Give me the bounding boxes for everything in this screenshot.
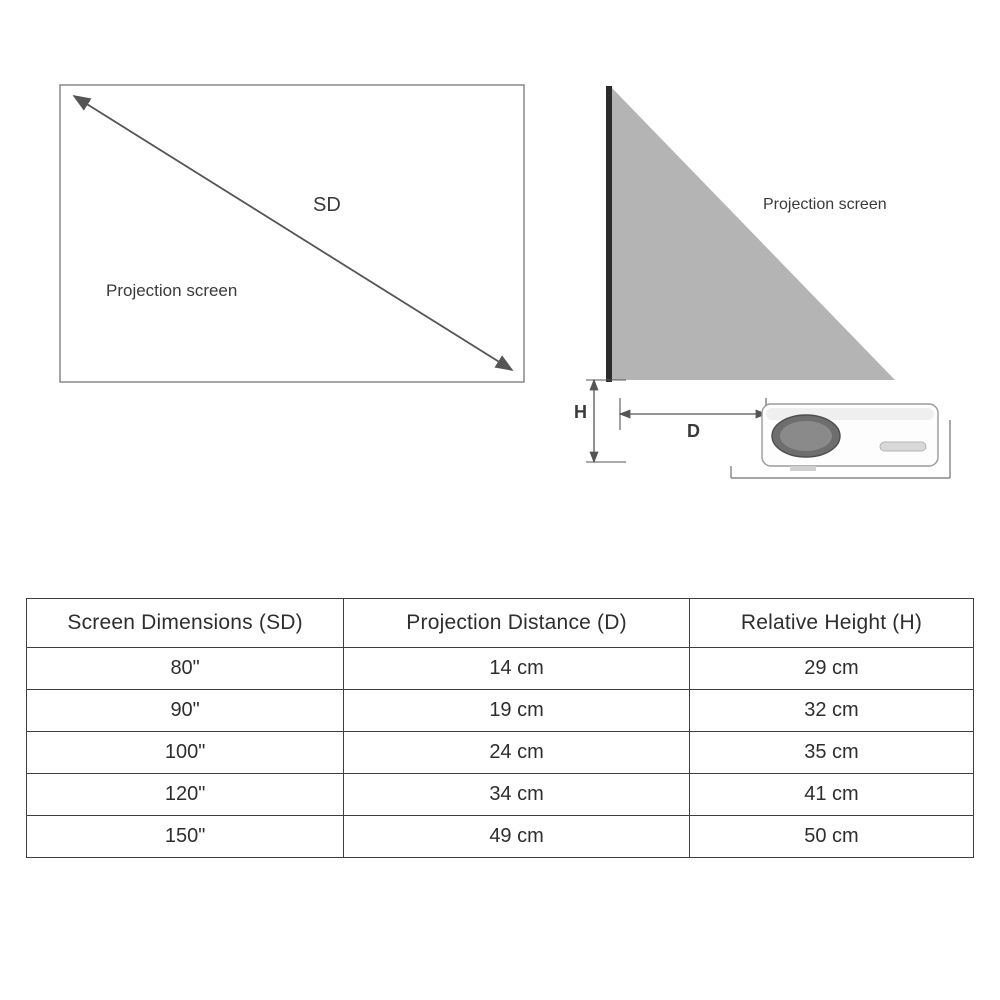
table-row bbox=[27, 816, 974, 858]
cell-screen-dimension: 120" bbox=[27, 774, 344, 816]
side-screen-bar bbox=[606, 86, 612, 382]
cell-projection-distance: 19 cm bbox=[344, 690, 690, 732]
cell-projection-distance: 49 cm bbox=[344, 816, 690, 858]
side-view-group bbox=[586, 86, 950, 478]
projector-illustration bbox=[762, 404, 938, 471]
cell-relative-height: 32 cm bbox=[689, 690, 973, 732]
table-row bbox=[27, 774, 974, 816]
table-row bbox=[27, 732, 974, 774]
relative-height-label: H bbox=[574, 402, 587, 422]
cell-projection-distance: 14 cm bbox=[344, 648, 690, 690]
cell-projection-distance: 34 cm bbox=[344, 774, 690, 816]
cell-screen-dimension: 90" bbox=[27, 690, 344, 732]
projection-spec-table bbox=[26, 598, 974, 858]
cell-relative-height: 50 cm bbox=[689, 816, 973, 858]
projector-vent bbox=[880, 442, 926, 451]
column-header-projection-distance: Projection Distance (D) bbox=[344, 599, 690, 648]
cell-relative-height: 41 cm bbox=[689, 774, 973, 816]
side-screen-label: Projection screen bbox=[763, 196, 887, 213]
front-screen-rect bbox=[60, 85, 524, 382]
front-screen-label: Projection screen bbox=[106, 281, 238, 300]
cell-relative-height: 29 cm bbox=[689, 648, 973, 690]
table-row bbox=[27, 648, 974, 690]
column-header-screen-dimensions: Screen Dimensions (SD) bbox=[27, 599, 344, 648]
column-header-relative-height: Relative Height (H) bbox=[689, 599, 973, 648]
projection-distance-label: D bbox=[687, 421, 700, 441]
table-header-row bbox=[27, 599, 974, 648]
cell-screen-dimension: 150" bbox=[27, 816, 344, 858]
cell-relative-height: 35 cm bbox=[689, 732, 973, 774]
projection-beam bbox=[612, 88, 895, 380]
front-view-group bbox=[60, 85, 524, 382]
projector-lens-inner bbox=[780, 421, 832, 451]
table-row bbox=[27, 690, 974, 732]
cell-projection-distance: 24 cm bbox=[344, 732, 690, 774]
projector-foot bbox=[790, 466, 816, 471]
screen-diagonal-label: SD bbox=[313, 194, 341, 216]
cell-screen-dimension: 80" bbox=[27, 648, 344, 690]
cell-screen-dimension: 100" bbox=[27, 732, 344, 774]
